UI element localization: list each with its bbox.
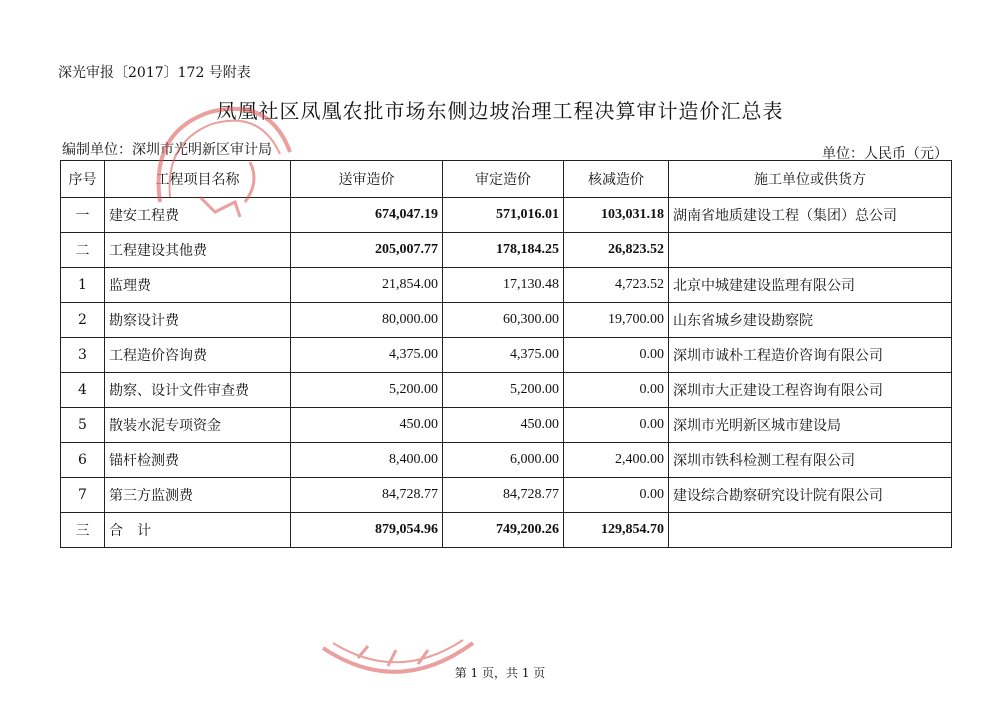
row-contractor: 深圳市铁科检测工程有限公司 bbox=[669, 443, 952, 478]
row-contractor: 建设综合勘察研究设计院有限公司 bbox=[669, 478, 952, 513]
row-submitted-cost: 84,728.77 bbox=[291, 478, 443, 513]
row-project-name: 勘察、设计文件审查费 bbox=[105, 373, 291, 408]
row-approved-cost: 84,728.77 bbox=[443, 478, 564, 513]
row-seq: 5 bbox=[61, 408, 105, 443]
row-seq: 1 bbox=[61, 268, 105, 303]
table-row bbox=[61, 233, 952, 268]
row-approved-cost: 17,130.48 bbox=[443, 268, 564, 303]
row-seq: 2 bbox=[61, 303, 105, 338]
row-contractor: 湖南省地质建设工程（集团）总公司 bbox=[669, 198, 952, 233]
row-approved-cost: 450.00 bbox=[443, 408, 564, 443]
table-row bbox=[61, 338, 952, 373]
row-submitted-cost: 450.00 bbox=[291, 408, 443, 443]
row-reduced-cost: 0.00 bbox=[564, 338, 669, 373]
audit-summary-table bbox=[60, 160, 952, 548]
row-project-name: 监理费 bbox=[105, 268, 291, 303]
row-project-name: 建安工程费 bbox=[105, 198, 291, 233]
row-submitted-cost: 674,047.19 bbox=[291, 198, 443, 233]
row-project-name: 工程建设其他费 bbox=[105, 233, 291, 268]
row-project-name: 散装水泥专项资金 bbox=[105, 408, 291, 443]
row-contractor: 深圳市大正建设工程咨询有限公司 bbox=[669, 373, 952, 408]
table-row bbox=[61, 408, 952, 443]
row-seq: 二 bbox=[61, 233, 105, 268]
row-submitted-cost: 80,000.00 bbox=[291, 303, 443, 338]
table-row bbox=[61, 303, 952, 338]
row-contractor bbox=[669, 513, 952, 548]
table-row bbox=[61, 443, 952, 478]
header-submitted: 送审造价 bbox=[291, 161, 443, 198]
row-reduced-cost: 0.00 bbox=[564, 408, 669, 443]
row-project-name: 工程造价咨询费 bbox=[105, 338, 291, 373]
row-contractor bbox=[669, 233, 952, 268]
document-reference: 深光审报〔2017〕172 号附表 bbox=[58, 65, 251, 81]
table-row bbox=[61, 513, 952, 548]
row-project-name: 合 计 bbox=[105, 513, 291, 548]
table-row bbox=[61, 478, 952, 513]
header-name: 工程项目名称 bbox=[105, 161, 291, 198]
header-reduced: 核减造价 bbox=[564, 161, 669, 198]
page-title: 凤凰社区凤凰农批市场东侧边坡治理工程决算审计造价汇总表 bbox=[216, 99, 784, 123]
table-header-row bbox=[61, 161, 952, 198]
page-footer: 第 1 页，共 1 页 bbox=[454, 666, 546, 680]
row-seq: 3 bbox=[61, 338, 105, 373]
row-submitted-cost: 4,375.00 bbox=[291, 338, 443, 373]
row-reduced-cost: 2,400.00 bbox=[564, 443, 669, 478]
row-project-name: 勘察设计费 bbox=[105, 303, 291, 338]
row-contractor: 北京中城建建设监理有限公司 bbox=[669, 268, 952, 303]
row-approved-cost: 571,016.01 bbox=[443, 198, 564, 233]
row-seq: 一 bbox=[61, 198, 105, 233]
row-project-name: 第三方监测费 bbox=[105, 478, 291, 513]
row-project-name: 锚杆检测费 bbox=[105, 443, 291, 478]
header-seq: 序号 bbox=[61, 161, 105, 198]
row-reduced-cost: 0.00 bbox=[564, 478, 669, 513]
row-submitted-cost: 879,054.96 bbox=[291, 513, 443, 548]
row-reduced-cost: 103,031.18 bbox=[564, 198, 669, 233]
row-reduced-cost: 0.00 bbox=[564, 373, 669, 408]
row-reduced-cost: 129,854.70 bbox=[564, 513, 669, 548]
row-reduced-cost: 19,700.00 bbox=[564, 303, 669, 338]
row-reduced-cost: 26,823.52 bbox=[564, 233, 669, 268]
row-seq: 7 bbox=[61, 478, 105, 513]
header-approved: 审定造价 bbox=[443, 161, 564, 198]
row-approved-cost: 5,200.00 bbox=[443, 373, 564, 408]
table-row bbox=[61, 268, 952, 303]
row-submitted-cost: 21,854.00 bbox=[291, 268, 443, 303]
row-seq: 三 bbox=[61, 513, 105, 548]
row-submitted-cost: 205,007.77 bbox=[291, 233, 443, 268]
row-contractor: 山东省城乡建设勘察院 bbox=[669, 303, 952, 338]
row-seq: 4 bbox=[61, 373, 105, 408]
table-row bbox=[61, 373, 952, 408]
row-approved-cost: 60,300.00 bbox=[443, 303, 564, 338]
row-submitted-cost: 8,400.00 bbox=[291, 443, 443, 478]
table-row bbox=[61, 198, 952, 233]
row-seq: 6 bbox=[61, 443, 105, 478]
row-approved-cost: 178,184.25 bbox=[443, 233, 564, 268]
compiling-unit: 编制单位：深圳市光明新区审计局 bbox=[62, 142, 272, 158]
row-submitted-cost: 5,200.00 bbox=[291, 373, 443, 408]
currency-unit: 单位：人民币（元） bbox=[822, 146, 948, 162]
row-reduced-cost: 4,723.52 bbox=[564, 268, 669, 303]
row-approved-cost: 4,375.00 bbox=[443, 338, 564, 373]
header-contractor: 施工单位或供货方 bbox=[669, 161, 952, 198]
row-contractor: 深圳市光明新区城市建设局 bbox=[669, 408, 952, 443]
row-approved-cost: 749,200.26 bbox=[443, 513, 564, 548]
row-approved-cost: 6,000.00 bbox=[443, 443, 564, 478]
row-contractor: 深圳市诚朴工程造价咨询有限公司 bbox=[669, 338, 952, 373]
